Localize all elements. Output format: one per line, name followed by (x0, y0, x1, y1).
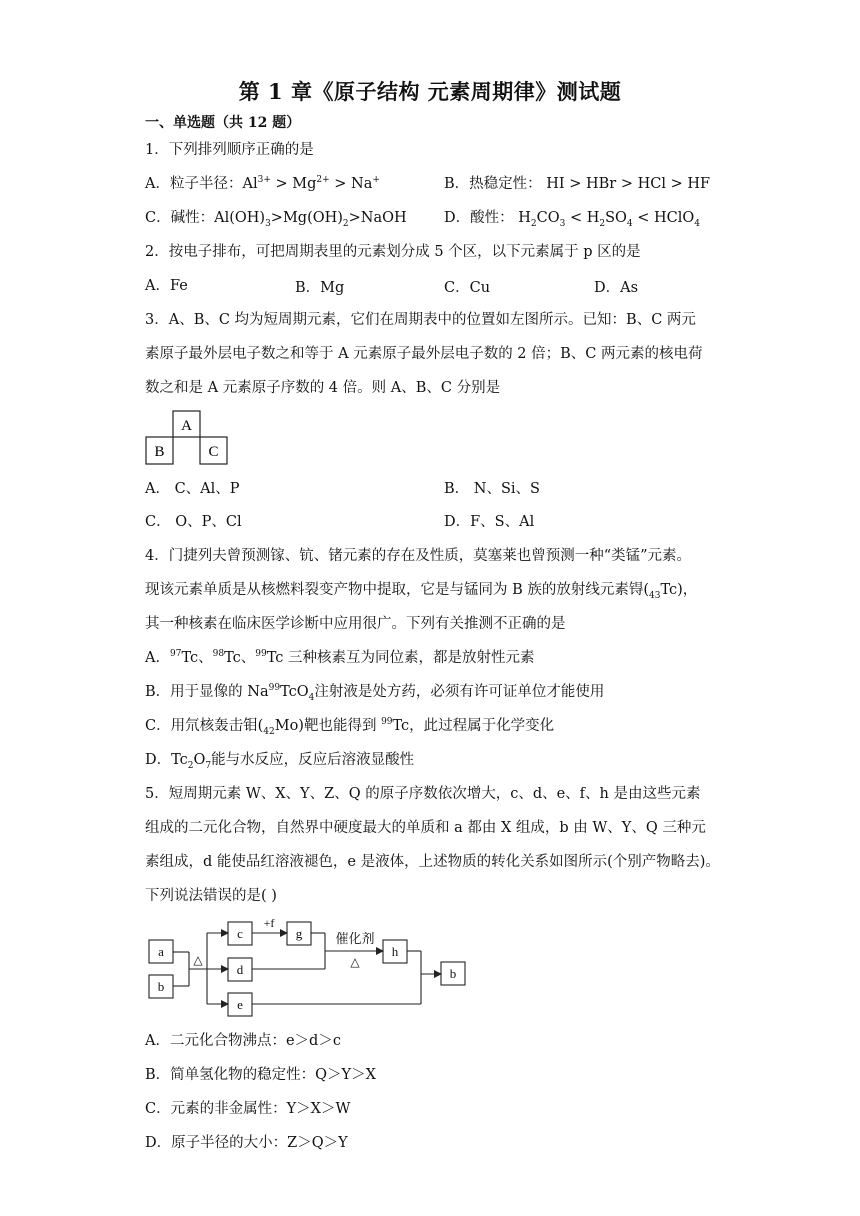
q4-a-text: Tc 三种核素互为同位素，都是放射性元素 (266, 650, 535, 666)
label-heat-2: △ (350, 955, 360, 969)
q1-d-sub: 4 (694, 218, 701, 229)
label-catalyst: 催化剂 (335, 931, 375, 946)
label-c: c (237, 926, 243, 941)
q1-a-sup: + (372, 175, 380, 186)
q1-a-sup: 3+ (257, 175, 271, 186)
q1-d-sub: 4 (626, 218, 633, 229)
q4-line2-sub: 43 (649, 590, 661, 601)
q1-d-sub: 2 (599, 218, 606, 229)
label-g: g (295, 926, 303, 941)
q2-option-b: B．Mg (295, 280, 345, 296)
q4-stem-line2 (145, 580, 697, 600)
q1-d-text: SO (605, 210, 627, 226)
q1-option-c (145, 208, 407, 228)
q4-c-sup: 99 (381, 717, 393, 728)
label-d: d (236, 962, 244, 977)
q4-a-sup: 99 (255, 649, 267, 660)
q2-option-d: D．As (594, 280, 639, 296)
q5-stem-line2: 组成的二元化合物，自然界中硬度最大的单质和 a 都由 X 组成，b 由 W、Y、Q 三种元 (145, 820, 706, 836)
q4-a-text: Tc、 (181, 650, 213, 666)
q1-option-d (444, 208, 700, 228)
q4-c-text: Mo)靶也能得到 (274, 718, 382, 734)
q1-option-b: B．热稳定性： HI > HBr > HCl > HF (444, 176, 711, 192)
q1-option-a (145, 174, 380, 194)
q4-d-sub: 7 (205, 760, 212, 771)
q4-b-sup: 99 (268, 683, 281, 694)
q4-d-text: D．Tc (145, 752, 188, 768)
q4-line2-text: Tc)， (660, 582, 698, 598)
q1-a-sup: 2+ (316, 175, 330, 186)
q4-a-text: Tc、 (224, 650, 256, 666)
label-plus-f: +f (263, 916, 275, 930)
q1-a-prefix: A．粒子半径： (145, 176, 243, 192)
section-heading: 一、单选题（共 12 题） (145, 115, 301, 131)
label-h: h (391, 944, 399, 959)
q1-d-text: D．酸性： H (444, 210, 531, 226)
q5-option-a: A．二元化合物沸点：e＞d＞c (145, 1033, 341, 1049)
q4-a-sup: 97 (169, 649, 182, 660)
q4-option-c (145, 716, 554, 736)
label-e: e (237, 997, 243, 1012)
q1-c-text: >Mg(OH) (270, 210, 343, 226)
q4-c-text: C．用氘核轰击钼( (145, 718, 264, 734)
periodic-position-diagram (145, 410, 235, 466)
q4-d-text: O (193, 752, 206, 768)
q3-option-c: C． O、P、Cl (145, 514, 242, 530)
q1-d-text: < H (565, 210, 600, 226)
q5-stem-line1: 5．短周期元素 W、X、Y、Z、Q 的原子序数依次增大，c、d、e、f、h 是由这些元素 (145, 786, 701, 802)
q1-d-text: CO (536, 210, 560, 226)
q4-b-text: 注射液是处方药，必须有许可证单位才能使用 (314, 684, 605, 700)
q3-option-d: D．F、S、Al (444, 514, 535, 530)
q3-stem-line3: 数之和是 A 元素原子序数的 4 倍。则 A、B、C 分别是 (145, 380, 501, 396)
label-b-product: b (449, 966, 457, 981)
cell-b-label: B (154, 444, 165, 460)
q5-option-b: B．简单氢化物的稳定性：Q＞Y＞X (145, 1067, 376, 1083)
q4-a-sup: 98 (212, 649, 225, 660)
q4-stem-line1: 4．门捷列夫曾预测镓、钪、锗元素的存在及性质，莫塞莱也曾预测一种“类锰”元素。 (145, 548, 692, 564)
cell-c-label: C (208, 444, 219, 460)
q3-option-b: B． N、Si、S (444, 481, 540, 497)
q1-c-text: >NaOH (348, 210, 407, 226)
q4-c-sub: 42 (263, 726, 275, 737)
q4-option-a (145, 648, 534, 668)
conversion-flow-diagram (145, 912, 475, 1022)
q4-stem-line3: 其一种核素在临床医学诊断中应用很广。下列有关推测不正确的是 (145, 616, 566, 632)
q5-stem-line4: 下列说法错误的是( ) (145, 888, 277, 904)
q1-c-sub: 2 (342, 218, 349, 229)
label-b: b (157, 979, 165, 994)
q3-option-a: A． C、Al、P (145, 481, 240, 497)
q4-d-text: 能与水反应，反应后溶液显酸性 (211, 752, 415, 768)
page-title: 第 1 章《原子结构 元素周期律》测试题 (238, 79, 622, 104)
q2-stem: 2．按电子排布，可把周期表里的元素划分成 5 个区，以下元素属于 p 区的是 (145, 244, 641, 260)
q4-option-d (145, 750, 414, 770)
q1-a-text: > Na (329, 176, 373, 192)
q1-a-text: Al (242, 176, 258, 192)
q4-b-text: B．用于显像的 Na (145, 684, 269, 700)
q1-d-sub: 3 (559, 218, 566, 229)
q4-option-b (145, 682, 604, 702)
q1-c-sub: 3 (265, 218, 271, 229)
q5-stem-line3: 素组成，d 能使品红溶液褪色，e 是液体，上述物质的转化关系如图所示(个别产物略去)。 (145, 854, 720, 870)
q1-stem: 1．下列排列顺序正确的是 (145, 142, 314, 158)
q5-option-d: D．原子半径的大小：Z＞Q＞Y (145, 1135, 348, 1151)
q4-d-sub: 2 (187, 760, 194, 771)
label-a: a (158, 944, 164, 959)
q1-c-text: C．碱性：Al(OH) (145, 210, 266, 226)
q4-b-sub: 4 (308, 692, 315, 703)
q4-b-text: TcO (280, 684, 309, 700)
label-heat-1: △ (193, 953, 203, 967)
q2-option-a: A．Fe (145, 278, 188, 294)
q3-stem-line2: 素原子最外层电子数之和等于 A 元素原子最外层电子数的 2 倍；B、C 两元素的核电荷 (145, 346, 703, 362)
q5-option-c: C．元素的非金属性：Y＞X＞W (145, 1101, 351, 1117)
q3-stem-line1: 3．A、B、C 均为短周期元素，它们在周期表中的位置如左图所示。已知：B、C 两元 (145, 312, 696, 328)
q4-a-text: A． (145, 650, 170, 666)
q1-d-text: < HClO (632, 210, 695, 226)
cell-a-label: A (181, 418, 192, 434)
q1-d-sub: 2 (530, 218, 537, 229)
q4-line2-text: 现该元素单质是从核燃料裂变产物中提取，它是与锰同为 B 族的放射线元素锝( (145, 582, 650, 598)
q1-a-text: > Mg (270, 176, 317, 192)
q2-option-c: C．Cu (444, 280, 491, 296)
q4-c-text: Tc，此过程属于化学变化 (392, 718, 555, 734)
